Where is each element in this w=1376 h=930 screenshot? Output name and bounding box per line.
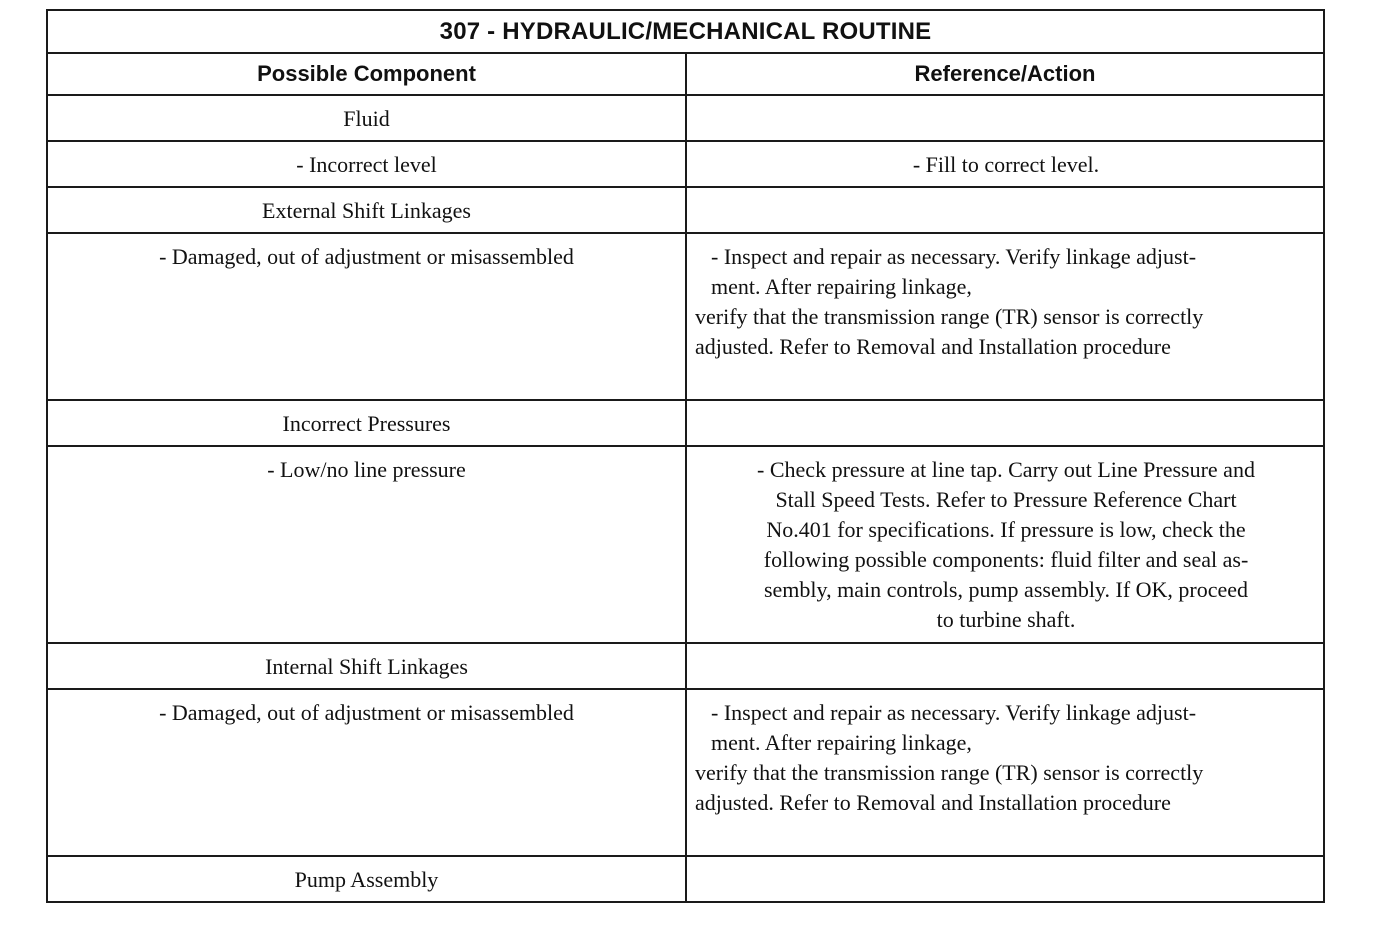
table-row: [47, 643, 1324, 689]
action-line: verify that the transmission range (TR) sensor is correctly: [695, 760, 1204, 785]
action-line: sembly, main controls, pump assembly. If OK, proceed: [763, 577, 1249, 602]
action-cell: [686, 141, 1324, 187]
component-cell: - Low/no line pressure: [47, 446, 686, 643]
table-row: [47, 856, 1324, 902]
action-line: following possible components: fluid filter and seal as-: [763, 547, 1249, 572]
table-row: [47, 400, 1324, 446]
action-line: - Fill to correct level.: [912, 152, 1100, 177]
table-row: [47, 141, 1324, 187]
table-row: [47, 233, 1324, 400]
action-cell-empty: [686, 643, 1324, 689]
action-cell: [686, 689, 1324, 856]
table-title: 307 - HYDRAULIC/MECHANICAL ROUTINE: [47, 10, 1324, 53]
header-row: [47, 53, 1324, 95]
table-row: [47, 689, 1324, 856]
action-line: Stall Speed Tests. Refer to Pressure Reference Chart: [775, 487, 1237, 512]
table-row: [47, 187, 1324, 233]
component-cell: Internal Shift Linkages: [47, 643, 686, 689]
component-cell: - Damaged, out of adjustment or misassembled: [47, 233, 686, 400]
component-cell: Incorrect Pressures: [47, 400, 686, 446]
component-cell: Pump Assembly: [47, 856, 686, 902]
component-cell: - Incorrect level: [47, 141, 686, 187]
action-line: verify that the transmission range (TR) sensor is correctly: [695, 304, 1204, 329]
action-cell-empty: [686, 856, 1324, 902]
table-row: [47, 95, 1324, 141]
column-header-action: Reference/Action: [686, 53, 1324, 95]
component-cell: - Damaged, out of adjustment or misassembled: [47, 689, 686, 856]
action-cell-empty: [686, 187, 1324, 233]
action-line: ment. After repairing linkage,: [711, 274, 972, 299]
component-cell: External Shift Linkages: [47, 187, 686, 233]
action-line: - Inspect and repair as necessary. Verify linkage adjust-: [711, 700, 1197, 725]
column-header-component: Possible Component: [47, 53, 686, 95]
action-cell: [686, 233, 1324, 400]
action-line: No.401 for specifications. If pressure is low, check the: [766, 517, 1246, 542]
hydraulic-mechanical-routine-table: [46, 9, 1325, 903]
action-line: - Check pressure at line tap. Carry out Line Pressure and: [757, 457, 1255, 482]
table-row: [47, 446, 1324, 643]
action-line: ment. After repairing linkage,: [711, 730, 972, 755]
action-line: to turbine shaft.: [936, 607, 1076, 632]
action-line: adjusted. Refer to Removal and Installation procedure: [695, 790, 1171, 815]
action-cell: [686, 446, 1324, 643]
component-cell: Fluid: [47, 95, 686, 141]
action-cell-empty: [686, 400, 1324, 446]
action-line: adjusted. Refer to Removal and Installation procedure: [695, 334, 1171, 359]
title-row: [47, 10, 1324, 53]
action-line: - Inspect and repair as necessary. Verify linkage adjust-: [711, 244, 1197, 269]
action-cell-empty: [686, 95, 1324, 141]
